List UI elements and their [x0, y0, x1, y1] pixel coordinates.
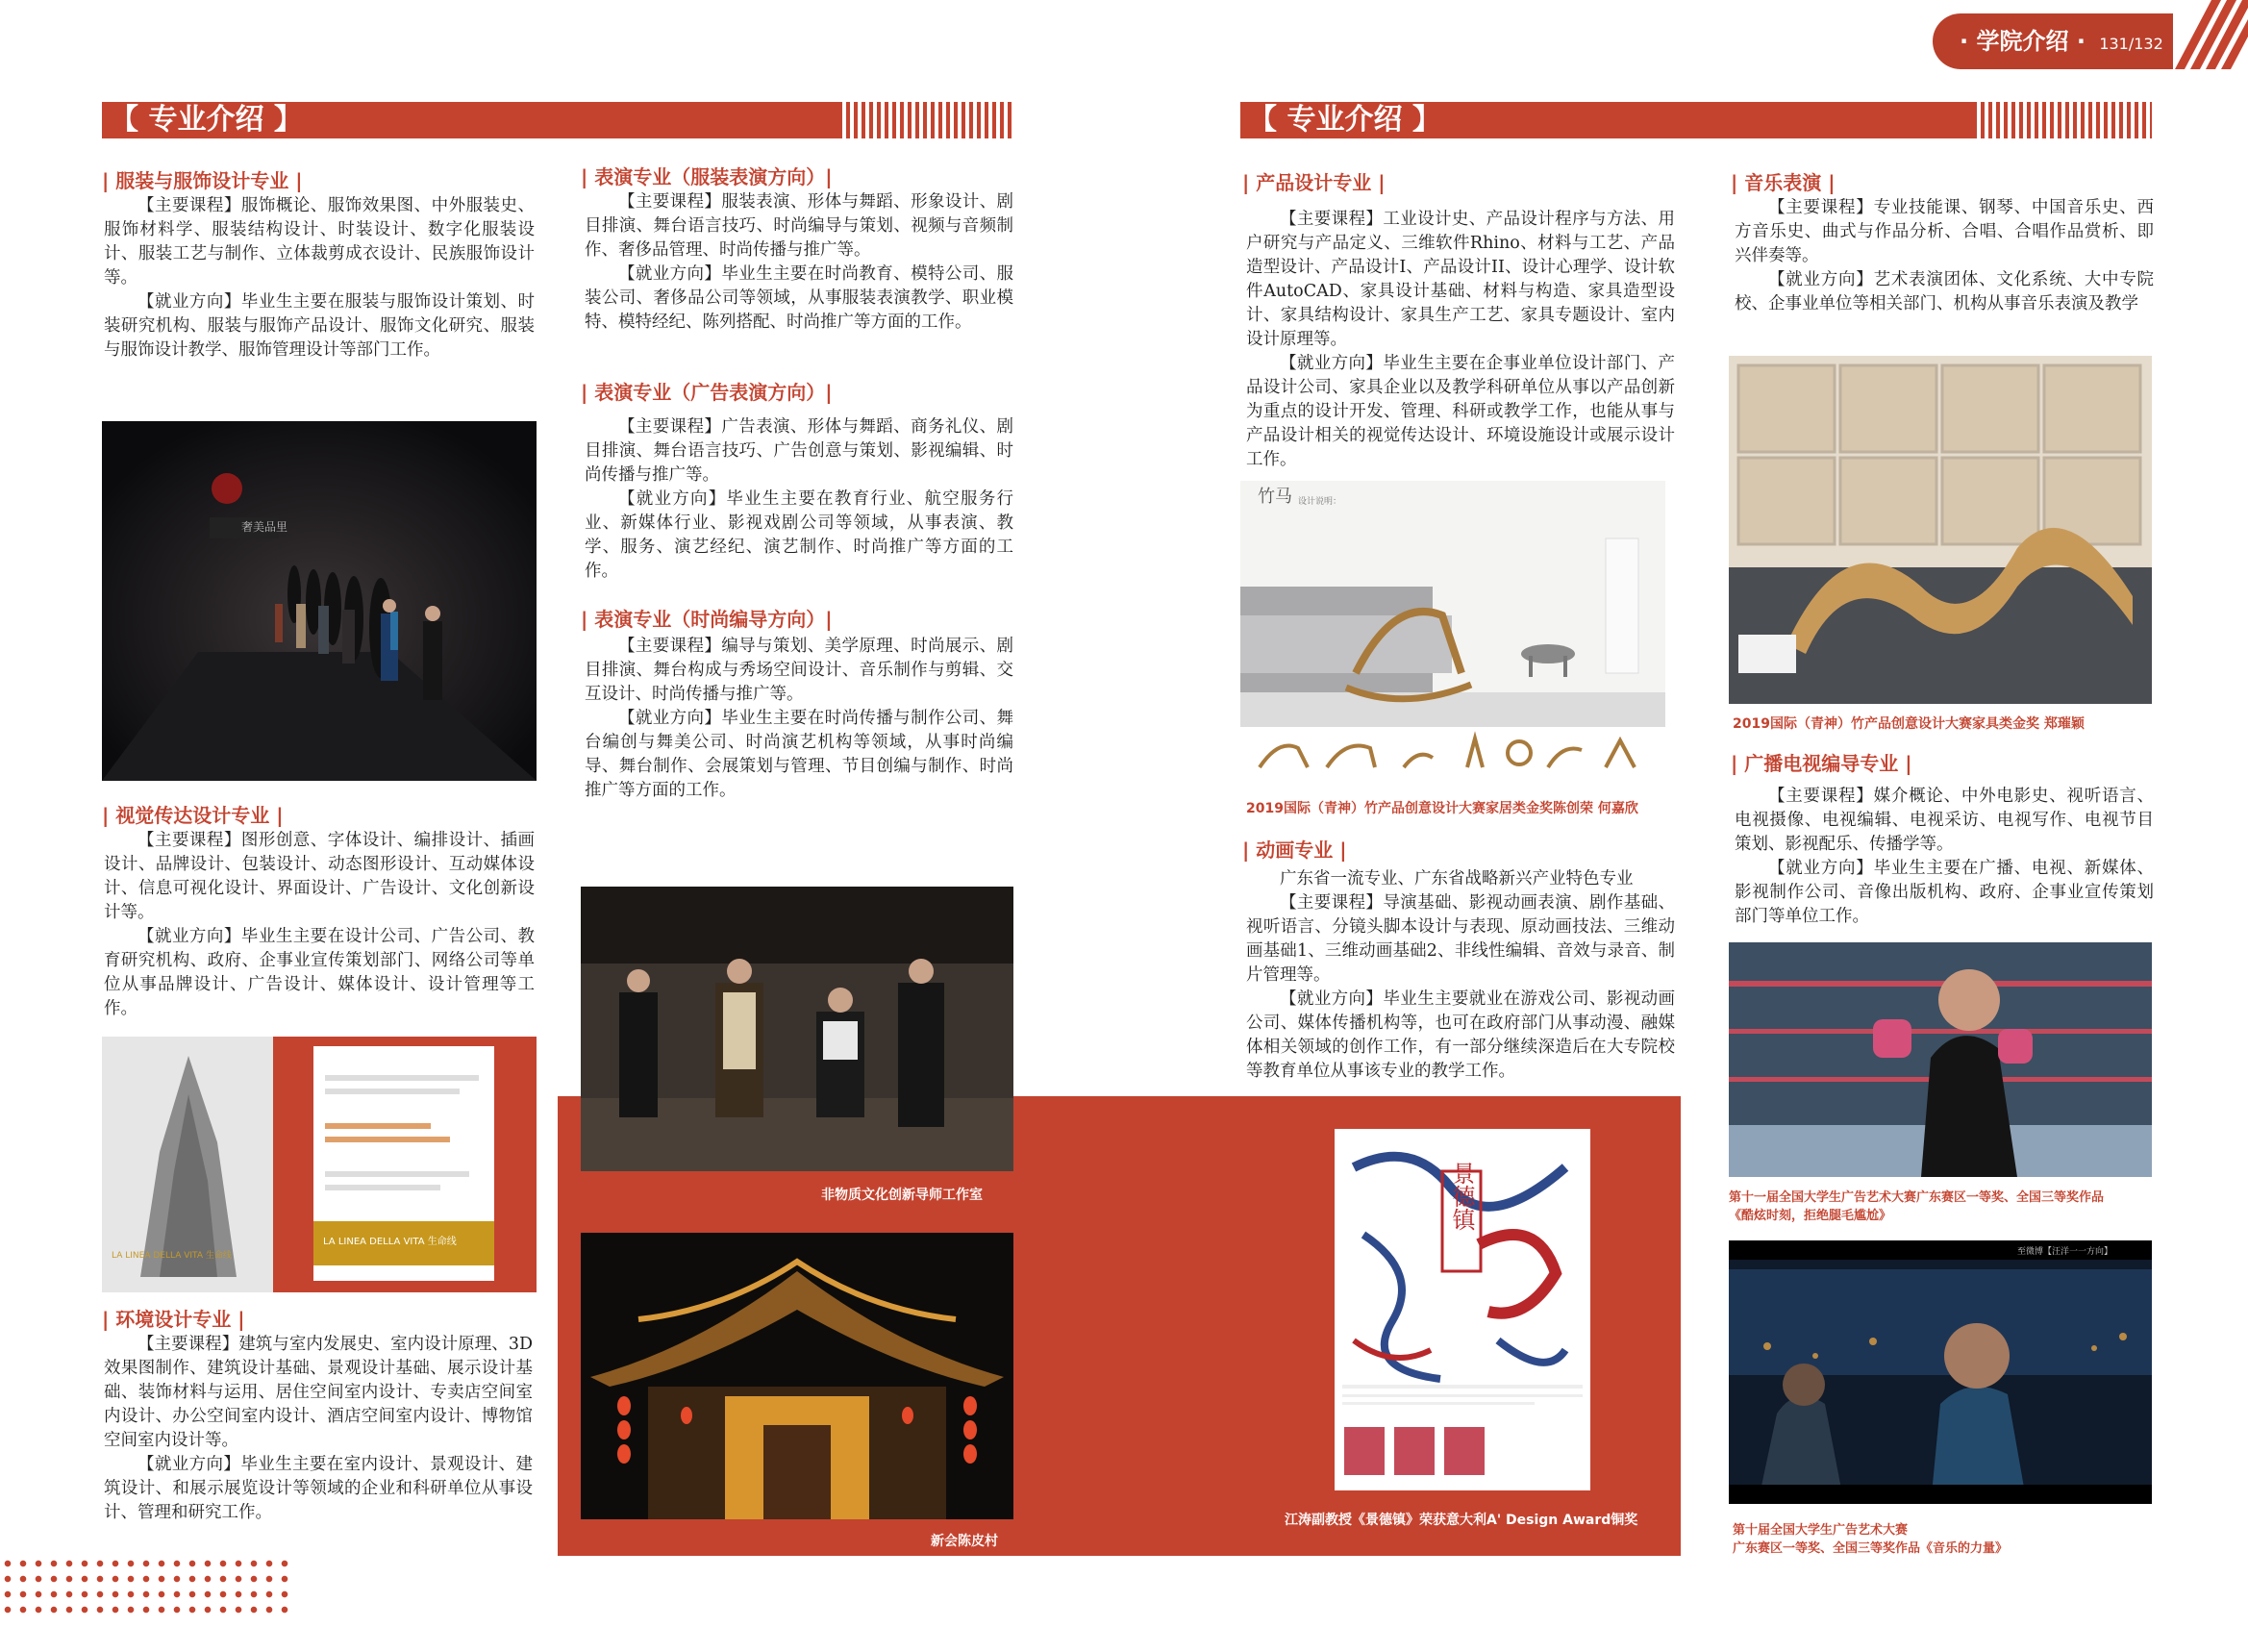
product-careers: 【就业方向】毕业生主要在企事业单位设计部门、产品设计公司、家具企业以及教学科研单位从事以产品创新为重点的设计开发、管理、科研或教学工作，也能从事与产品设计相关的视觉传达设计、环境设施设计或展示设计工作。	[1246, 354, 1675, 469]
poster-gold-band	[313, 1221, 494, 1265]
bamboo-lounge-photo	[1729, 356, 2152, 704]
chapter-tab-label: · 学院介绍 ·	[1960, 28, 2086, 55]
chapter-tab	[1933, 13, 2173, 69]
perf-dir-text	[585, 635, 1013, 803]
boxing-film-still	[1729, 942, 2152, 1177]
left-header-stripes	[838, 102, 1012, 138]
perf-ad-text	[585, 415, 1013, 584]
broadcast-text	[1735, 785, 2154, 929]
dot-pattern-decoration	[0, 1556, 288, 1619]
chair-title: 竹马	[1258, 487, 1292, 507]
poster-sheet	[313, 1046, 494, 1281]
chair-thumbnails	[1240, 729, 1665, 777]
animation-text	[1246, 867, 1675, 1084]
poster-seal: 景德镇	[1448, 1162, 1475, 1231]
village-caption: 新会陈皮村	[931, 1534, 998, 1549]
sculpture-photo	[102, 1037, 273, 1292]
village-photo	[581, 1233, 1013, 1519]
poster-title: LA LINEA DELLA VITA 生命线	[323, 1237, 457, 1247]
perf-ad-courses: 【主要课程】广告表演、形体与舞蹈、商务礼仪、剧目排演、舞台语言技巧、广告创意与策划、影视编辑、时尚传播与推广等。	[585, 417, 1013, 485]
right-header-stripes	[1973, 102, 2152, 138]
animation-heading: | 动画专业 |	[1242, 839, 1347, 862]
exhibition-poster	[102, 1037, 537, 1292]
perf-ad-careers: 【就业方向】毕业生主要在教育行业、航空服务行业、新媒体行业、影视戏剧公司等领域，从事表演、教学、服务、演艺经纪、演艺制作、时尚推广等方面的工作。	[585, 489, 1013, 581]
animation-tag: 广东省一流专业、广东省战略新兴产业特色专业	[1280, 869, 1634, 889]
music-text	[1735, 196, 2154, 316]
poster-left-caption: LA LINEA DELLA VITA 生命线	[112, 1251, 232, 1261]
product-courses: 【主要课程】工业设计史、产品设计程序与方法、用户研究与产品定义、三维软件Rhino、材料与工艺、产品造型设计、产品设计I、产品设计II、设计心理学、设计软件AutoCAD、家具设计基础、材料与构造、家具造型设计、家具结构设计、家具生产工艺、家具专题设计、室内设计原理等。	[1246, 210, 1675, 349]
perf-dir-heading: | 表演专业（时尚编导方向）|	[581, 608, 833, 631]
visual-text	[104, 829, 535, 1021]
bamboo-award-caption-2: 2019国际（青神）竹产品创意设计大赛家具类金奖 郑璀颖	[1733, 716, 2085, 732]
animation-careers: 【就业方向】毕业生主要就业在游戏公司、影视动画公司、媒体传播机构等，也可在政府部门从事动漫、融媒体相关领域的创作工作，有一部分继续深造后在大专院校等教育单位从事该专业的教学工作。	[1246, 989, 1675, 1081]
perf-ad-heading: | 表演专业（广告表演方向）|	[581, 381, 833, 404]
product-text	[1246, 208, 1675, 472]
bamboo-chair-image	[1240, 481, 1665, 727]
environment-careers: 【就业方向】毕业生主要在室内设计、景观设计、建筑设计、和展示展览设计等领域的企业和科研单位从事设计、管理和研究工作。	[104, 1455, 533, 1522]
ad-award-caption-2	[1733, 1519, 2008, 1556]
runway-photo	[102, 421, 537, 781]
broadcast-courses: 【主要课程】媒介概论、中外电影史、视听语言、电视摄像、电视编辑、电视采访、电视写作、电视节目策划、影视配乐、传播学等。	[1735, 787, 2154, 854]
music-film-still	[1729, 1240, 2152, 1504]
perf-fashion-careers: 【就业方向】毕业生主要在时尚教育、模特公司、服装公司、奢侈品公司等领域，从事服装表演教学、职业模特、模特经纪、陈列搭配、时尚推广等方面的工作。	[585, 264, 1013, 332]
page-number: 131/132	[2099, 35, 2163, 53]
visual-courses: 【主要课程】图形创意、字体设计、编排设计、插画设计、品牌设计、包装设计、动态图形设计、互动媒体设计、信息可视化设计、界面设计、广告设计、文化创新设计等。	[104, 831, 535, 922]
environment-courses: 【主要课程】建筑与室内发展史、室内设计原理、3D效果图制作、建筑设计基础、景观设计基础、展示设计基础、装饰材料与运用、居住空间室内设计、专卖店空间室内设计、办公空间室内设计、酒店空间室内设计、博物馆空间室内设计等。	[104, 1335, 533, 1450]
animation-courses: 【主要课程】导演基础、影视动画表演、剧作基础、视听语言、分镜头脚本设计与表现、原动画技法、三维动画基础1、三维动画基础2、非线性编辑、音效与录音、制片管理等。	[1246, 893, 1675, 985]
ad-award-caption-2-line2: 广东赛区一等奖、全国三等奖作品《音乐的力量》	[1733, 1541, 2009, 1556]
ad-award-caption-2-line1: 第十届全国大学生广告艺术大赛	[1733, 1523, 1909, 1538]
broadcast-heading: | 广播电视编导专业 |	[1731, 752, 1912, 775]
broadcast-careers: 【就业方向】毕业生主要在广播、电视、新媒体、影视制作公司、音像出版机构、政府、企事业宣传策划部门等单位工作。	[1735, 859, 2154, 926]
perf-fashion-heading: | 表演专业（服装表演方向）|	[581, 165, 833, 188]
ad-award-caption-1-line2: 《酷炫时刻，拒绝腿毛尴尬》	[1729, 1209, 1892, 1223]
music-careers: 【就业方向】艺术表演团体、文化系统、大中专院校、企事业单位等相关部门、机构从事音乐表演及教学	[1735, 270, 2154, 313]
visual-heading: | 视觉传达设计专业 |	[102, 804, 284, 827]
perf-fashion-text	[585, 190, 1013, 335]
film-subtitle: 至微博【汪洋一一方向】	[2017, 1247, 2113, 1257]
perf-fashion-courses: 【主要课程】服装表演、形体与舞蹈、形象设计、剧目排演、舞台语言技巧、时尚编导与策划、视频与音频制作、奢侈品管理、时尚传播与推广等。	[585, 192, 1013, 260]
ad-award-caption-1	[1729, 1187, 2104, 1223]
music-courses: 【主要课程】专业技能课、钢琴、中国音乐史、西方音乐史、曲式与作品分析、合唱、合唱作品赏析、即兴伴奏等。	[1735, 198, 2154, 265]
studio-photo	[581, 887, 1013, 1171]
visual-careers: 【就业方向】毕业生主要在设计公司、广告公司、教育研究机构、政府、企事业宣传策划部门、网络公司等单位从事品牌设计、广告设计、媒体设计、设计管理等工作。	[104, 927, 535, 1018]
chair-note: 设计说明：	[1298, 497, 1342, 507]
studio-caption: 非物质文化创新导师工作室	[821, 1188, 983, 1203]
fashion-courses: 【主要课程】服饰概论、服饰效果图、中外服装史、服饰材料学、服装结构设计、时装设计、数字化服装设计、服装工艺与制作、立体裁剪成衣设计、民族服饰设计等。	[104, 196, 535, 288]
ad-award-caption-1-line1: 第十一届全国大学生广告艺术大赛广东赛区一等奖、全国三等奖作品	[1729, 1190, 2105, 1205]
fashion-heading: | 服装与服饰设计专业 |	[102, 169, 303, 192]
bamboo-award-caption-1: 2019国际（青神）竹产品创意设计大赛家居类金奖陈创荣 何嘉欣	[1246, 801, 1638, 816]
environment-text	[104, 1333, 533, 1525]
perf-dir-careers: 【就业方向】毕业生主要在时尚传播与制作公司、舞台编创与舞美公司、时尚演艺机构等领域，从事时尚编导、舞台制作、会展策划与管理、节目创编与制作、时尚推广等方面的工作。	[585, 709, 1013, 800]
environment-heading: | 环境设计专业 |	[102, 1308, 245, 1331]
right-section-title: 【 专业介绍 】	[1240, 102, 1973, 138]
fashion-careers: 【就业方向】毕业生主要在服装与服饰设计策划、时装研究机构、服装与服饰产品设计、服饰文化研究、服装与服饰设计教学、服饰管理设计等部门工作。	[104, 292, 535, 360]
tab-stripes-decoration	[2175, 0, 2248, 69]
perf-dir-courses: 【主要课程】编导与策划、美学原理、时尚展示、剧目排演、舞台构成与秀场空间设计、音乐制作与剪辑、交互设计、时尚传播与推广等。	[585, 637, 1013, 704]
fashion-text	[104, 194, 535, 363]
music-heading: | 音乐表演 |	[1731, 171, 1836, 194]
left-section-title: 【 专业介绍 】	[102, 102, 838, 138]
product-heading: | 产品设计专业 |	[1242, 171, 1386, 194]
award-poster	[1335, 1129, 1590, 1490]
award-poster-caption: 江涛副教授《景德镇》荣获意大利A' Design Award铜奖	[1285, 1513, 1638, 1528]
runway-sign: 奢美品里	[241, 520, 288, 534]
